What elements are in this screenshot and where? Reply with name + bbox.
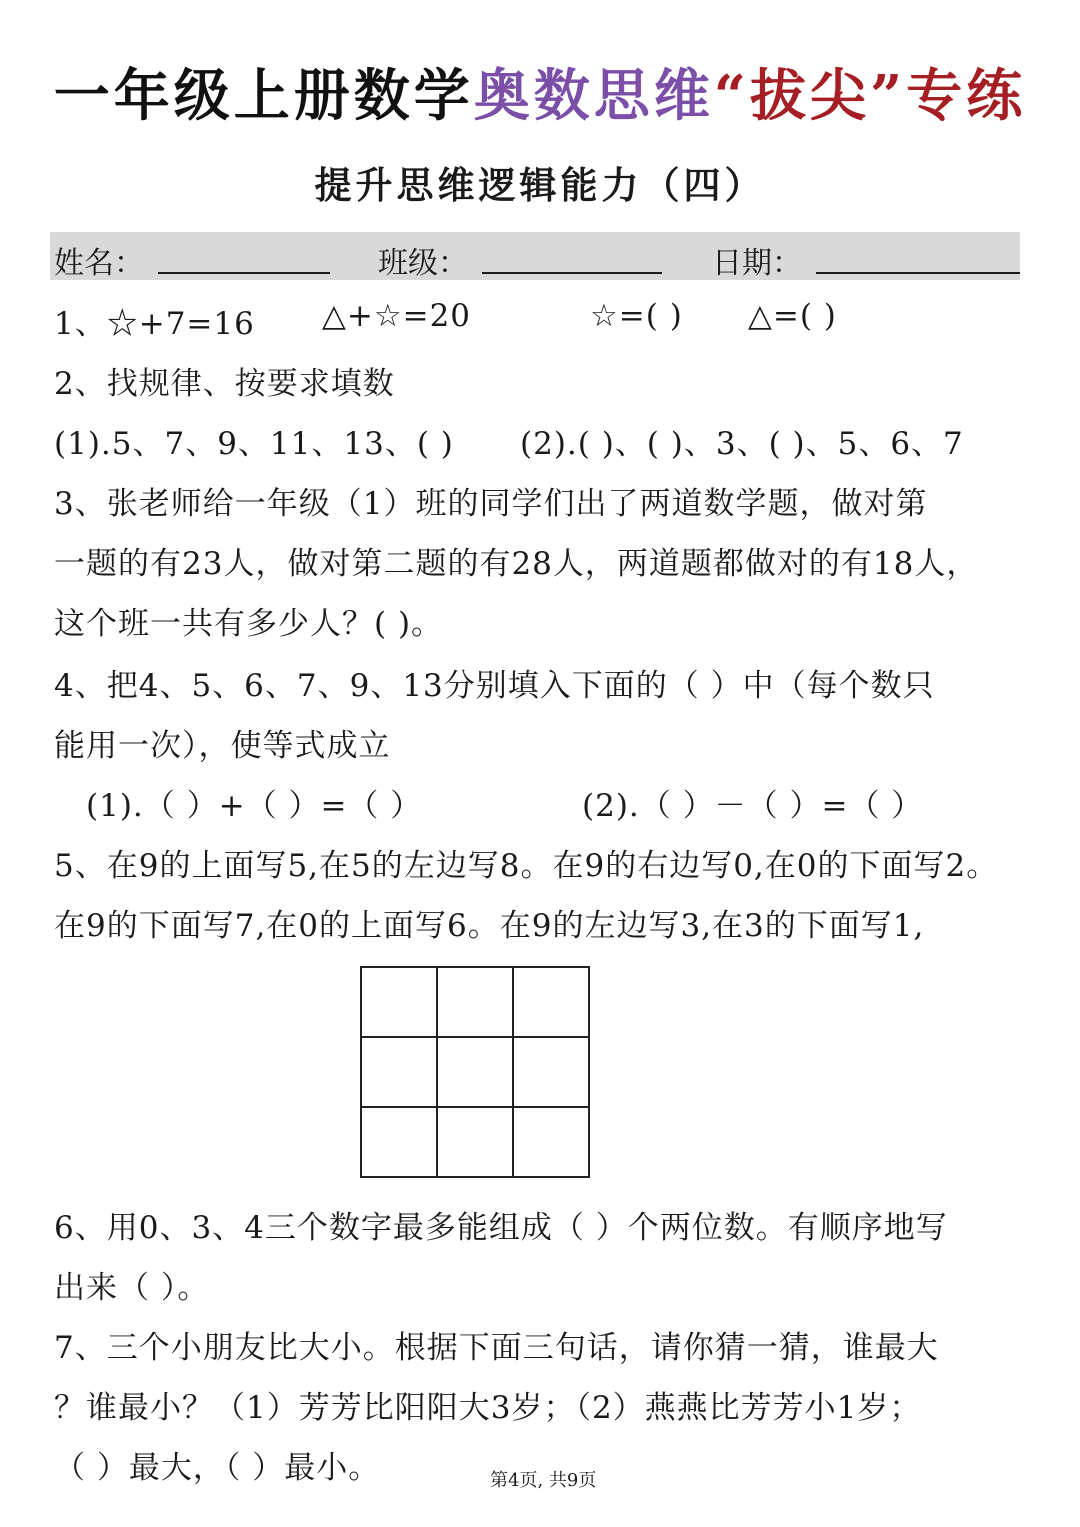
answer-grid (360, 966, 590, 1178)
q4-equation-2: (2).（ ）－（ ）=（ ） (582, 788, 924, 824)
question-7-line-3: （ ）最大，（ ）最小。 (54, 1450, 381, 1486)
q1-answer-star[interactable]: ☆=( ) (590, 298, 683, 334)
question-7-line-2: ？谁最小？（1）芳芳比阳阳大3岁；（2）燕燕比芳芳小1岁； (54, 1390, 922, 1426)
question-5-line-1: 5、在9的上面写5,在5的左边写8。在9的右边写0,在0的下面写2。 (54, 848, 999, 884)
grid-cell[interactable] (437, 1107, 513, 1177)
question-6-line-2: 出来（ ）。 (54, 1270, 210, 1306)
name-label: 姓名： (54, 246, 144, 281)
grid-cell[interactable] (361, 1107, 437, 1177)
title-part-1: 一年级上册数学 (53, 63, 474, 129)
grid-cell[interactable] (513, 1107, 589, 1177)
q1-answer-triangle[interactable]: △=( ) (748, 298, 837, 334)
grid-row (361, 1037, 589, 1107)
page-title (0, 52, 1080, 132)
grid-cell[interactable] (513, 967, 589, 1037)
grid-cell[interactable] (361, 967, 437, 1037)
question-4-line-1: 4、把4、5、6、7、9、13分别填入下面的（ ）中（每个数只 (54, 668, 935, 704)
q4-equation-1: (1).（ ）+（ ）=（ ） (86, 788, 423, 824)
question-3-line-2: 一题的有23人，做对第二题的有28人，两道题都做对的有18人， (54, 546, 979, 582)
q2-part-2: (2).( )、( )、3、( )、5、6、7 (520, 426, 964, 462)
q1-equation-b: △+☆=20 (322, 298, 472, 334)
name-blank[interactable] (158, 272, 330, 274)
class-blank[interactable] (482, 272, 662, 274)
date-blank[interactable] (816, 272, 1020, 274)
question-5-line-2: 在9的下面写7,在0的上面写6。在9的左边写3,在3的下面写1, (54, 908, 925, 944)
question-6-line-1: 6、用0、3、4三个数字最多能组成（ ）个两位数。有顺序地写 (54, 1210, 948, 1246)
question-7-line-1: 7、三个小朋友比大小。根据下面三句话，请你猜一猜，谁最大 (54, 1330, 939, 1366)
grid-row (361, 1107, 589, 1177)
q1-equation-a: 1、☆+7=16 (54, 306, 255, 342)
question-4-line-2: 能用一次），使等式成立 (54, 728, 391, 764)
question-2-title: 2、找规律、按要求填数 (54, 366, 395, 402)
question-3-line-3: 这个班一共有多少人？( )。 (54, 606, 444, 642)
question-3-line-1: 3、张老师给一年级（1）班的同学们出了两道数学题，做对第 (54, 486, 928, 522)
grid-cell[interactable] (437, 1037, 513, 1107)
page-number: 第4页, 共9页 (490, 1470, 597, 1491)
student-info-bar (50, 232, 1020, 280)
class-label: 班级： (378, 246, 468, 281)
grid-row (361, 967, 589, 1037)
q2-part-1: (1).5、7、9、11、13、( ) (54, 426, 454, 462)
grid-cell[interactable] (513, 1037, 589, 1107)
date-label: 日期： (712, 246, 802, 281)
grid-cell[interactable] (437, 967, 513, 1037)
page-subtitle: 提升思维逻辑能力（四） (314, 163, 766, 207)
title-part-2: 奥数思维 (473, 63, 714, 129)
title-part-3: “拔尖”专练 (713, 63, 1027, 129)
grid-cell[interactable] (361, 1037, 437, 1107)
